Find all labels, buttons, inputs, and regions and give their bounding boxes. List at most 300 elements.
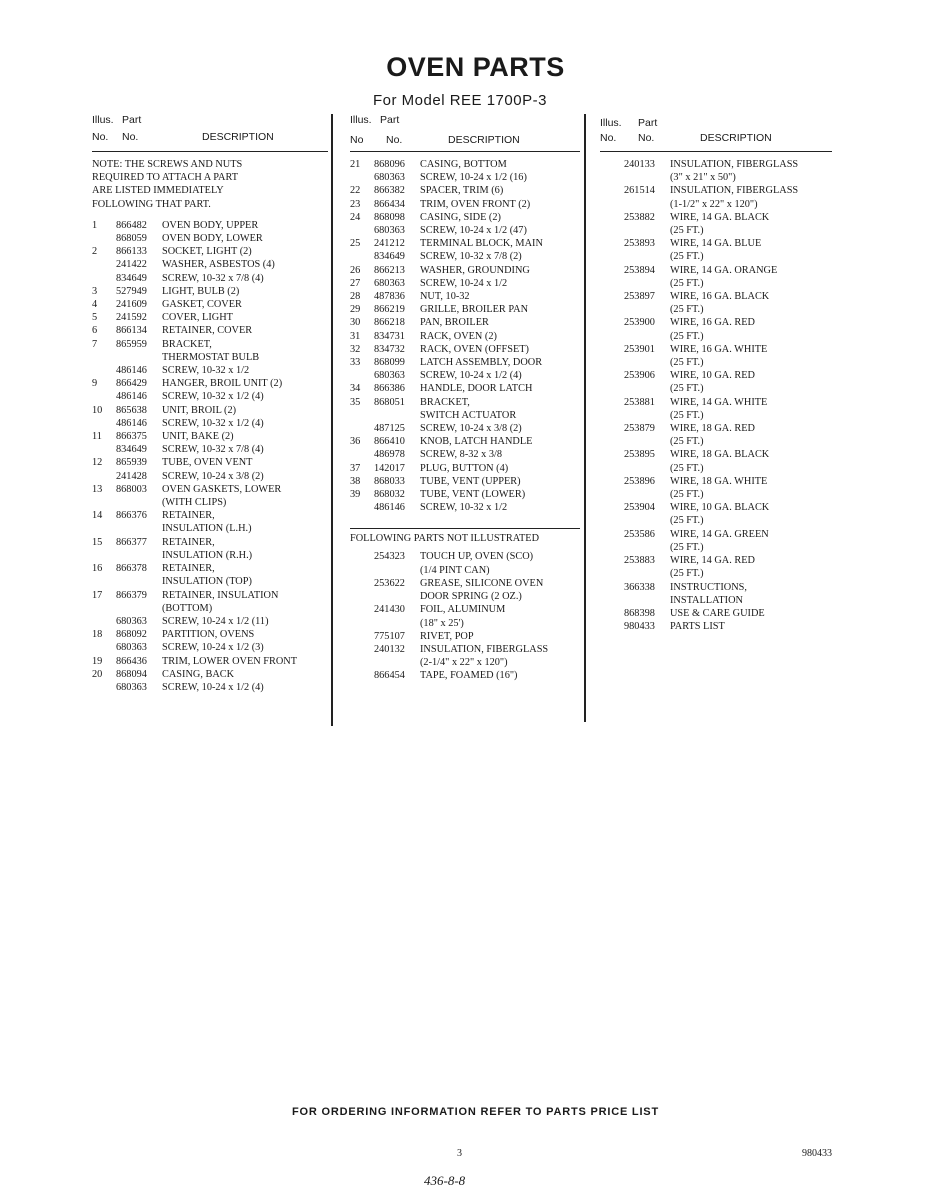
part-row (350, 356, 580, 369)
illus-number (600, 171, 624, 184)
header-illus-no: No. (600, 132, 617, 144)
part-description: TAPE, FOAMED (16") (420, 670, 518, 682)
part-description: RETAINER, COVER (162, 325, 253, 337)
part-row (92, 324, 328, 337)
header-description: DESCRIPTION (448, 134, 520, 146)
part-number: 486978 (374, 449, 405, 461)
part-row (350, 184, 580, 197)
illus-number: 15 (92, 536, 103, 548)
part-number: 253893 (624, 238, 655, 250)
part-description: TOUCH UP, OVEN (SCO) (420, 551, 534, 563)
part-row (92, 641, 328, 654)
part-row (350, 237, 580, 250)
part-description: (25 FT.) (670, 277, 704, 289)
part-number (374, 564, 420, 577)
part-number: 834731 (374, 330, 405, 342)
part-description: (25 FT.) (670, 383, 704, 395)
part-row (600, 422, 832, 435)
illus-number (350, 369, 374, 382)
part-row (350, 501, 580, 514)
part-row (350, 462, 580, 475)
illus-number: 32 (350, 343, 361, 355)
part-row (600, 356, 832, 369)
illus-number: 6 (92, 325, 98, 337)
parts-list (350, 152, 580, 514)
illus-number: 21 (350, 159, 361, 170)
note-line: NOTE: THE SCREWS AND NUTS (92, 159, 243, 170)
part-number: 486146 (374, 502, 405, 514)
part-number: 487125 (374, 423, 405, 435)
part-row (92, 338, 328, 351)
part-row (350, 250, 580, 263)
part-number: 980433 (624, 621, 655, 633)
part-description: (25 FT.) (670, 489, 704, 501)
part-row (92, 430, 328, 443)
part-row (600, 396, 832, 409)
header-illus: Illus. (600, 117, 622, 129)
part-row (600, 158, 832, 171)
part-description: INSTALLATION (670, 594, 743, 606)
part-number: 866434 (374, 198, 405, 210)
part-description: KNOB, LATCH HANDLE (420, 436, 533, 448)
part-description: RACK, OVEN (OFFSET) (420, 343, 529, 355)
part-number: 680363 (374, 277, 405, 289)
part-number: 253881 (624, 396, 655, 408)
part-description: (25 FT.) (670, 462, 704, 474)
part-description: WIRE, 10 GA. RED (670, 370, 755, 382)
illus-number (92, 364, 116, 377)
part-number: 868094 (116, 668, 147, 680)
part-number: 240133 (624, 159, 655, 170)
note-line: REQUIRED TO ATTACH A PART (92, 172, 238, 184)
illus-number (600, 277, 624, 290)
part-description: SCREW, 10-32 x 1/2 (420, 502, 508, 514)
illus-number: 31 (350, 330, 361, 342)
part-description: (WITH CLIPS) (162, 497, 227, 509)
part-number: 253897 (624, 291, 655, 303)
part-number (374, 656, 420, 669)
part-description: PLUG, BUTTON (4) (420, 462, 509, 474)
illus-number (92, 390, 116, 403)
part-description: (25 FT.) (670, 515, 704, 527)
part-row (92, 483, 328, 496)
part-description: WIRE, 14 GA. BLACK (670, 211, 770, 223)
part-description: SCREW, 10-24 x 1/2 (420, 277, 508, 289)
illus-number: 38 (350, 475, 361, 487)
part-row (92, 351, 328, 364)
part-number (624, 224, 670, 237)
part-row (600, 171, 832, 184)
part-description: INSULATION, FIBERGLASS (420, 643, 549, 655)
header-part-no: No. (638, 132, 655, 144)
part-number: 366338 (624, 581, 655, 593)
part-number (624, 277, 670, 290)
part-number: 868098 (374, 211, 405, 223)
part-number: 868051 (374, 396, 405, 408)
illus-number (92, 351, 116, 364)
part-number: 253906 (624, 370, 655, 382)
part-row (350, 224, 580, 237)
column-divider (584, 114, 586, 722)
note-line: FOLLOWING THAT PART. (92, 198, 211, 210)
parts-column-2 (350, 114, 580, 683)
parts-column-3 (600, 117, 832, 633)
illus-number (600, 237, 624, 250)
part-description: SWITCH ACTUATOR (420, 409, 517, 421)
part-row (92, 496, 328, 509)
part-row (92, 589, 328, 602)
part-description: FOIL, ALUMINUM (420, 604, 506, 616)
part-number: 680363 (374, 370, 405, 382)
model-subtitle: For Model REE 1700P-3 (373, 92, 547, 109)
part-number: 868033 (374, 475, 405, 487)
parts-list (92, 219, 328, 694)
part-description: RACK, OVEN (2) (420, 330, 497, 342)
part-description: COVER, LIGHT (162, 312, 233, 324)
part-number: 866382 (374, 185, 405, 197)
part-row (600, 594, 832, 607)
part-number (624, 514, 670, 527)
ordering-info-footer: FOR ORDERING INFORMATION REFER TO PARTS PRICE LIST (292, 1106, 659, 1118)
illus-number (350, 448, 374, 461)
part-description: (2-1/4" x 22" x 120") (420, 657, 508, 669)
part-number: 241422 (116, 259, 147, 271)
part-row (600, 184, 832, 197)
part-row (350, 330, 580, 343)
illus-number (600, 501, 624, 514)
part-number (624, 462, 670, 475)
part-number (374, 590, 420, 603)
part-row (92, 668, 328, 681)
part-row (350, 290, 580, 303)
part-description: (18" x 25') (420, 617, 464, 629)
illus-number: 35 (350, 396, 361, 408)
illus-number (600, 356, 624, 369)
part-description: RETAINER, (162, 536, 215, 548)
illus-number (600, 488, 624, 501)
part-row (600, 448, 832, 461)
part-description: BRACKET, (420, 396, 470, 408)
illus-number (600, 158, 624, 171)
part-number: 253586 (624, 528, 655, 540)
part-description: SCREW, 10-24 x 1/2 (47) (420, 225, 527, 237)
part-description: WIRE, 14 GA. WHITE (670, 396, 768, 408)
header-illus-no: No. (92, 131, 109, 143)
part-row (600, 462, 832, 475)
column-header (92, 114, 328, 152)
part-number: 866410 (374, 436, 405, 448)
part-number (624, 435, 670, 448)
part-description: SCREW, 10-32 x 1/2 (4) (162, 391, 264, 403)
illus-number (350, 577, 374, 590)
part-description: (25 FT.) (670, 568, 704, 580)
illus-number: 2 (92, 246, 98, 258)
part-row (92, 628, 328, 641)
part-description: TUBE, OVEN VENT (162, 457, 253, 469)
part-row (600, 435, 832, 448)
part-description: PAN, BROILER (420, 317, 489, 329)
header-part-no: No. (122, 131, 139, 143)
part-number: 834649 (374, 251, 405, 263)
part-number: 866218 (374, 317, 405, 329)
part-description: NUT, 10-32 (420, 291, 470, 303)
illus-number (92, 602, 116, 615)
part-number (116, 496, 162, 509)
part-number: 680363 (374, 172, 405, 184)
illus-number (350, 630, 374, 643)
part-description: SCREW, 10-24 x 1/2 (3) (162, 642, 264, 654)
part-description: SPACER, TRIM (6) (420, 185, 504, 197)
illus-number: 22 (350, 185, 361, 197)
illus-number (600, 541, 624, 554)
part-description: WIRE, 14 GA. GREEN (670, 528, 769, 540)
illus-number (350, 656, 374, 669)
illus-number: 5 (92, 312, 98, 324)
part-row (350, 303, 580, 316)
part-row (92, 232, 328, 245)
part-description: HANDLE, DOOR LATCH (420, 383, 533, 395)
illus-number (350, 564, 374, 577)
part-description: RETAINER, INSULATION (162, 589, 279, 601)
part-row (350, 158, 580, 171)
illus-number: 28 (350, 291, 361, 303)
part-row (350, 264, 580, 277)
part-number: 868092 (116, 629, 147, 641)
header-part: Part (638, 117, 658, 129)
part-number: 868398 (624, 607, 655, 619)
part-description: RIVET, POP (420, 630, 474, 642)
part-number (116, 522, 162, 535)
illus-number: 19 (92, 655, 103, 667)
part-description: (BOTTOM) (162, 602, 213, 614)
part-number (624, 488, 670, 501)
part-row (350, 488, 580, 501)
part-number: 865939 (116, 457, 147, 469)
part-description: (3" x 21" x 50") (670, 172, 736, 184)
parts-list (600, 152, 832, 633)
part-row (350, 590, 580, 603)
part-number: 866376 (116, 510, 147, 522)
parts-list-not-illustrated (350, 544, 580, 682)
illus-number: 33 (350, 357, 361, 369)
part-number (624, 171, 670, 184)
part-number: 253883 (624, 555, 655, 567)
part-number: 253622 (374, 577, 405, 589)
illus-number (600, 514, 624, 527)
illus-number (350, 409, 374, 422)
part-number: 486146 (116, 391, 147, 403)
part-number: 865959 (116, 338, 147, 350)
part-row (92, 377, 328, 390)
illus-number (92, 443, 116, 456)
part-row (600, 382, 832, 395)
part-row (600, 330, 832, 343)
part-row (92, 562, 328, 575)
illus-number: 26 (350, 264, 361, 276)
part-number: 241428 (116, 470, 147, 482)
part-description: OVEN BODY, UPPER (162, 219, 259, 231)
part-number: 527949 (116, 285, 147, 297)
illus-number (92, 232, 116, 245)
part-description: SCREW, 10-32 x 7/8 (2) (420, 251, 522, 263)
part-number: 866378 (116, 563, 147, 575)
part-description: SOCKET, LIGHT (2) (162, 246, 252, 258)
header-part: Part (380, 114, 400, 126)
illus-number: 34 (350, 383, 361, 395)
part-description: OVEN GASKETS, LOWER (162, 483, 282, 495)
part-number: 253894 (624, 264, 655, 276)
part-row (92, 443, 328, 456)
part-row (92, 615, 328, 628)
part-description: SCREW, 10-24 x 1/2 (4) (420, 370, 522, 382)
part-number (116, 575, 162, 588)
part-description: WIRE, 16 GA. WHITE (670, 343, 768, 355)
illus-number (350, 643, 374, 656)
illus-number: 20 (92, 668, 103, 680)
parts-column-1 (92, 114, 328, 694)
illus-number (350, 603, 374, 616)
part-row (92, 536, 328, 549)
illus-number: 39 (350, 489, 361, 501)
illus-number: 1 (92, 219, 98, 231)
part-row (600, 250, 832, 263)
illus-number (600, 303, 624, 316)
part-row (350, 369, 580, 382)
part-number: 834732 (374, 343, 405, 355)
illus-number (600, 409, 624, 422)
part-row (600, 237, 832, 250)
illus-number (600, 620, 624, 633)
part-row (350, 382, 580, 395)
part-row (350, 422, 580, 435)
part-description: THERMOSTAT BULB (162, 351, 260, 363)
screws-note (92, 152, 328, 211)
part-description: RETAINER, (162, 510, 215, 522)
part-number: 142017 (374, 462, 405, 474)
part-description: (25 FT.) (670, 304, 704, 316)
part-description: SCREW, 10-32 x 7/8 (4) (162, 444, 264, 456)
illus-number (350, 501, 374, 514)
part-row (92, 602, 328, 615)
part-row (600, 343, 832, 356)
part-number: 866375 (116, 431, 147, 443)
part-number: 261514 (624, 185, 655, 197)
header-part: Part (122, 114, 142, 126)
illus-number (600, 462, 624, 475)
illus-number (350, 171, 374, 184)
part-description: (25 FT.) (670, 225, 704, 237)
illus-number (600, 607, 624, 620)
part-row (350, 198, 580, 211)
part-number (624, 356, 670, 369)
publication-number: 980433 (802, 1148, 832, 1159)
column-divider (331, 114, 333, 726)
column-header (600, 117, 832, 152)
part-number: 834649 (116, 444, 147, 456)
part-number: 868032 (374, 489, 405, 501)
part-number: 866377 (116, 536, 147, 548)
illus-number: 10 (92, 404, 103, 416)
part-row (600, 264, 832, 277)
illus-number (92, 549, 116, 562)
illus-number (350, 590, 374, 603)
illus-number (600, 224, 624, 237)
part-row (92, 456, 328, 469)
part-description: SCREW, 8-32 x 3/8 (420, 449, 503, 461)
part-number (374, 409, 420, 422)
illus-number: 36 (350, 436, 361, 448)
part-row (92, 272, 328, 285)
part-row (350, 435, 580, 448)
part-description: TRIM, LOWER OVEN FRONT (162, 655, 297, 667)
part-row (350, 277, 580, 290)
part-description: WIRE, 18 GA. WHITE (670, 475, 768, 487)
illus-number (350, 250, 374, 263)
part-row (600, 277, 832, 290)
part-description: INSULATION (R.H.) (162, 549, 253, 561)
part-number: 865638 (116, 404, 147, 416)
illus-number (92, 615, 116, 628)
illus-number (600, 554, 624, 567)
part-description: SCREW, 10-32 x 1/2 (162, 365, 250, 377)
part-number: 253904 (624, 502, 655, 514)
part-number: 486146 (116, 417, 147, 429)
illus-number (350, 422, 374, 435)
part-number (624, 250, 670, 263)
part-description: SCREW, 10-24 x 3/8 (2) (420, 423, 522, 435)
part-row (92, 549, 328, 562)
part-row (600, 409, 832, 422)
part-description: WIRE, 16 GA. RED (670, 317, 755, 329)
illus-number (92, 681, 116, 694)
illus-number: 13 (92, 483, 103, 495)
illus-number (350, 550, 374, 563)
part-row (350, 643, 580, 656)
header-illus: Illus. (92, 114, 114, 126)
part-row (350, 669, 580, 682)
illus-number (600, 316, 624, 329)
header-part-no: No. (386, 134, 403, 146)
part-description: (25 FT.) (670, 541, 704, 553)
part-description: SCREW, 10-24 x 3/8 (2) (162, 470, 264, 482)
illus-number (600, 211, 624, 224)
illus-number (600, 581, 624, 594)
part-number: 680363 (116, 681, 147, 693)
part-number: 241592 (116, 312, 147, 324)
part-row (92, 417, 328, 430)
illus-number (600, 528, 624, 541)
part-row (600, 620, 832, 633)
illus-number (600, 290, 624, 303)
illus-number (600, 448, 624, 461)
illus-number (600, 422, 624, 435)
part-description: TERMINAL BLOCK, MAIN (420, 238, 543, 250)
part-description: SCREW, 10-32 x 1/2 (4) (162, 417, 264, 429)
part-row (350, 343, 580, 356)
part-description: (25 FT.) (670, 409, 704, 421)
illus-number: 9 (92, 378, 98, 390)
part-description: UNIT, BROIL (2) (162, 404, 237, 416)
part-number (374, 617, 420, 630)
part-number: 868099 (374, 357, 405, 369)
part-number: 834649 (116, 272, 147, 284)
part-description: SCREW, 10-24 x 1/2 (16) (420, 172, 527, 184)
illus-number (600, 330, 624, 343)
part-number: 775107 (374, 630, 405, 642)
page-number: 3 (457, 1148, 462, 1159)
part-description: WIRE, 18 GA. RED (670, 423, 755, 435)
part-description: INSULATION (L.H.) (162, 523, 252, 535)
